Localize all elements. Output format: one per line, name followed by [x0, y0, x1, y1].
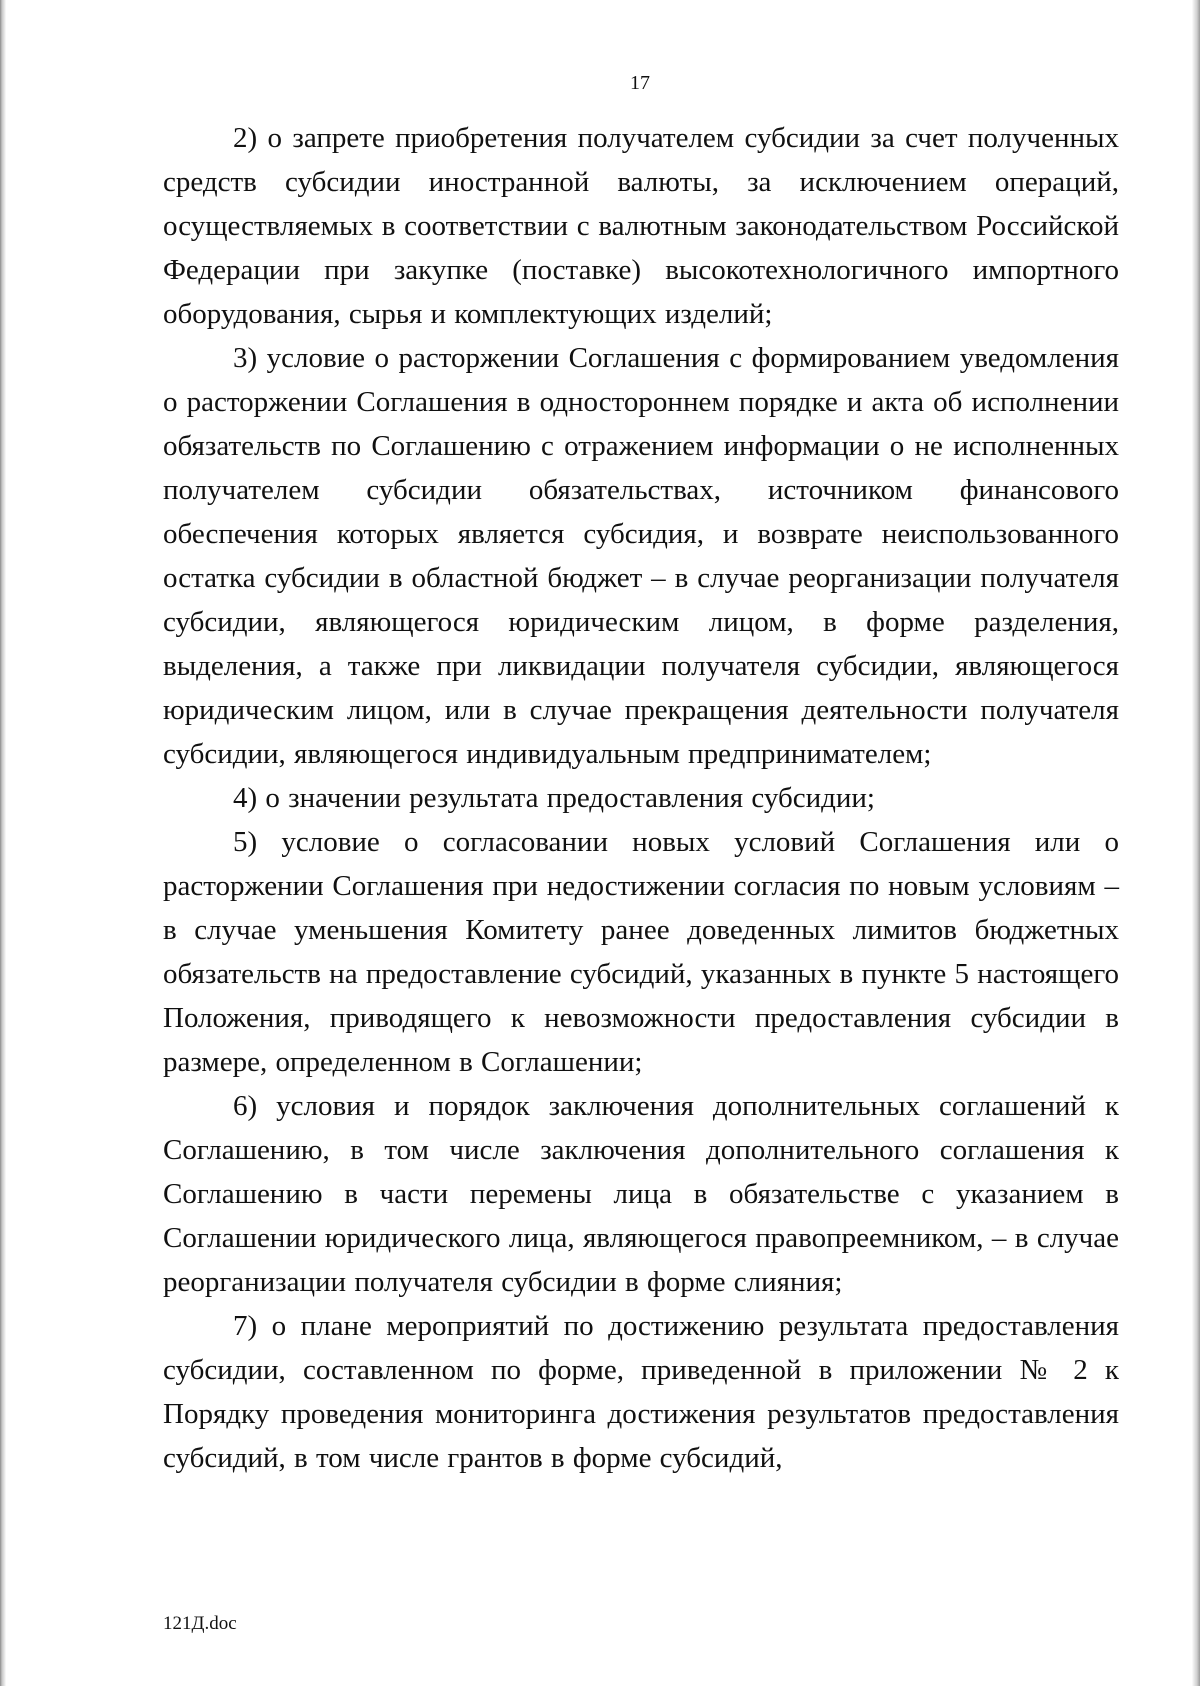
paragraph-item-6: 6) условия и порядок заключения дополнительных соглашений к Соглашению, в том числе заключения дополнительного соглашения к Соглашению в части перемены лица в обязательстве с указанием в Соглашении юридического лица, являющегося правопреемником, – в случае реорганизации получателя субсидии в форме слияния;: [163, 1090, 1119, 1298]
paragraph-item-2: 2) о запрете приобретения получателем субсидии за счет полученных средств субсидии иностранной валюты, за исключением операций, осуществляемых в соответствии с валютным законодательством Российской Федерации при закупке (поставке) высокотехнологичного импортного оборудования, сырья и комплектующих изделий;: [163, 122, 1119, 330]
scan-edge-left: [0, 0, 6, 1686]
document-body: [163, 116, 1119, 1480]
paragraph-item-7: 7) о плане мероприятий по достижению результата предоставления субсидии, составленном по форме, приведенной в приложении № 2 к Порядку проведения мониторинга достижения результатов предоставления субсидий, в том числе грантов в форме субсидий,: [163, 1310, 1119, 1474]
page-number: 17: [630, 72, 650, 94]
paragraph-item-3: 3) условие о расторжении Соглашения с формированием уведомления о расторжении Соглашения в одностороннем порядке и акта об исполнении обязательств по Соглашению с отражением информации о не исполненных получателем субсидии обязательствах, источником финансового обеспечения которых является субсидия, и возврате неиспользованного остатка субсидии в областной бюджет – в случае реорганизации получателя субсидии, являющегося юридическим лицом, в форме разделения, выделения, а также при ликвидации получателя субсидии, являющегося юридическим лицом, или в случае прекращения деятельности получателя субсидии, являющегося индивидуальным предпринимателем;: [163, 342, 1119, 770]
scan-edge-right: [1192, 0, 1200, 1686]
footer-filename: 121Д.doc: [163, 1613, 237, 1634]
paragraph-item-4: 4) о значении результата предоставления субсидии;: [233, 782, 875, 814]
paragraph-item-5: 5) условие о согласовании новых условий Соглашения или о расторжении Соглашения при недостижении согласия по новым условиям – в случае уменьшения Комитету ранее доведенных лимитов бюджетных обязательств на предоставление субсидий, указанных в пункте 5 настоящего Положения, приводящего к невозможности предоставления субсидии в размере, определенном в Соглашении;: [163, 826, 1120, 1078]
